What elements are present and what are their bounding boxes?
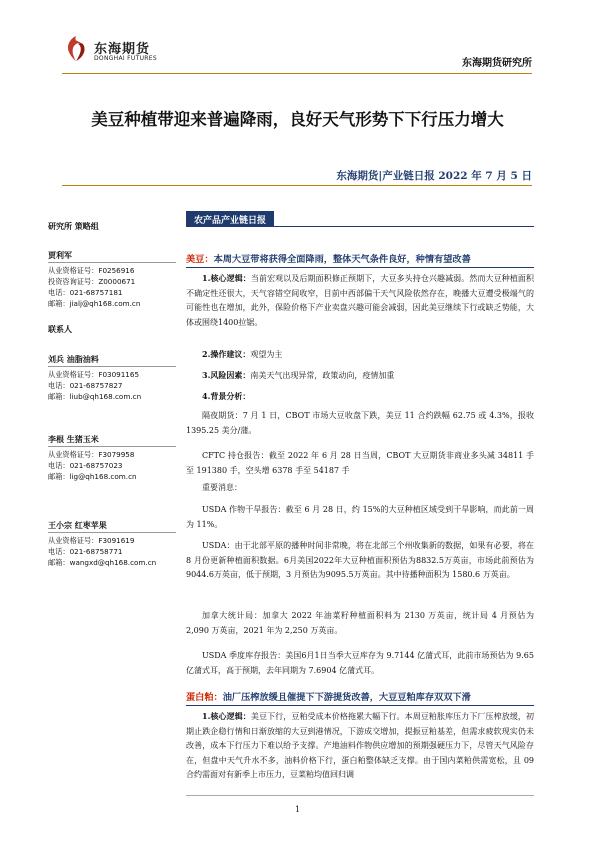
report-date-line: 东海期货|产业链日报 2022 年 7 月 5 日 [336,170,532,182]
company-logo [62,34,202,68]
contact-label: 联系人 [48,325,72,334]
logo-text-en: DONGHAI FUTURES [94,55,157,62]
contact-name: 刘兵 油脂油料 [48,355,99,364]
meal-core-logic: 1.核心逻辑：美豆下行，豆粕受成本价格拖累大幅下行。本周豆粕胀库压力下厂压榨放缓，初期止跌企稳行情和日渐放缩的大豆到港情况，下游成交增加，提振豆粕基差，但需求疲软现实仍未改善，成本下行压力下难以给予支撑。产地油料作物供应增加的预期强硬压力下，尽管天气风险存在，但盘中天气升水不多，油料价格下行，蛋白粕整体缺乏支撑。由于国内菜粕供需宽松，且 09 合约需面对有新季上市压力，豆菜粕均值回归调 [186,711,534,779]
soy-drought: USDA 作物干旱报告：截至 6 月 28 日，约 15%的大豆种植区域受到干旱影响，而此前一周为 11%。 [186,505,534,529]
logo-text-cn: 东海期货 [94,42,151,57]
divider [48,446,176,447]
footer-divider [186,795,534,796]
soy-cftc: CFTC 持仓报告：截至 2022 年 6 月 28 日当周，CBOT 大豆期货非商业多头减 34811 手至 191380 手，空头增 6378 手至 54187 手 [186,451,534,475]
contact-name: 王小宗 红枣苹果 [48,521,107,530]
soy-risk: 3.风险因素：南美天气出现异常，政策动向，疫情加重 [202,370,395,380]
soy-heading: 美豆：本周大豆带将获得全面降雨，整体天气条件良好，种情有望改善 [186,251,534,268]
contact-info: 从业资格证号：F03091165 电话：021-68757827 邮箱：liub@qh168.com.cn [48,370,142,401]
report-bar [62,164,532,186]
email-link[interactable]: 邮箱：wangxd@qh168.com.cn [48,558,157,567]
soy-futures: 隔夜期货：7 月 1 日，CBOT 市场大豆收盘下跌，美豆 11 合约跌幅 62.75 或 4.3%，报收 1395.25 美分/蒲。 [186,411,534,435]
divider [48,366,176,367]
contact-name: 李根 生猪玉米 [48,435,99,444]
soy-usda-acreage: USDA：由于北部平原的播种时间非常晚，将在北部三个州收集新的数据，如果有必要，将在 8 月份更新种植面积数据。6月美国2022年大豆种植面积预估为8832.5万英亩，市场此前预估为9044.6万英亩，低于预期，3 月预估为9095.5万英亩。其中待播种面积为 1580.6 万英亩。 [186,541,534,579]
email-link[interactable]: 邮箱：lig@qh168.com.cn [48,472,137,481]
contact-info: 从业资格证号：F3079958 电话：021-68757023 邮箱：lig@qh168.com.cn [48,450,137,481]
email-link[interactable]: 邮箱：jialj@qh168.com.cn [48,299,141,308]
divider [48,532,176,533]
email-link[interactable]: 邮箱：liub@qh168.com.cn [48,392,142,401]
page-number: 1 [294,805,301,814]
divider [48,262,176,263]
donghai-logo-icon [62,34,90,64]
contact-info: 从业资格证号：F3091619 电话：021-68758771 邮箱：wangxd@qh168.com.cn [48,536,157,567]
report-title: 美豆种植带迎来普遍降雨，良好天气形势下下行压力增大 [91,110,504,129]
analyst-name: 贾利军 [48,251,72,260]
meal-heading: 蛋白粕：油厂压榨放缓且催提下下游提货改善，大豆豆粕库存双双下滑 [186,689,534,706]
soy-background-label: 4.背景分析： [202,391,251,401]
soy-advice: 2.操作建议：观望为主 [202,349,283,359]
soy-canada: 加拿大统计局：加拿大 2022 年油菜籽种植面积料为 2130 万英亩，统计局 4 月预估为 2,090 万英亩，2021 年为 2,250 万英亩。 [186,611,534,635]
soy-stocks: USDA 季度库存报告：美国6月1日当季大豆库存为 9.7144 亿蒲式耳，此前市场预估为 9.65 亿蒲式耳，高于预期，去年同期为 7.6904 亿蒲式耳。 [186,651,534,675]
section-tab [186,211,534,227]
soy-core-logic: 1.核心逻辑：当前宏观以及后期面积修正预期下，大豆多头持仓兴趣减弱。然而大豆种植面积不确定性还很大，天气容错空间收窄，目前中西部偏干天气风险依然存在，晚播大豆遭受极端气的可能性也在增加，此外，保险价格下产业卖盘兴趣可能会减弱，因此美豆继续下行或缺乏势能，大体或围绕1400拉锯。 [186,273,534,327]
dept-label: 研究所 策略组 [48,222,99,231]
institute-name: 东海期货研究所 [462,58,532,69]
analyst-info: 从业资格证号：F0256916 投资咨询证号：Z0000671 电话：021-68757181 邮箱：jialj@qh168.com.cn [48,266,141,308]
section-tab-label: 农产品产业链日报 [186,211,274,227]
soy-news-label: 重要消息： [202,483,242,492]
page-header [62,30,532,74]
